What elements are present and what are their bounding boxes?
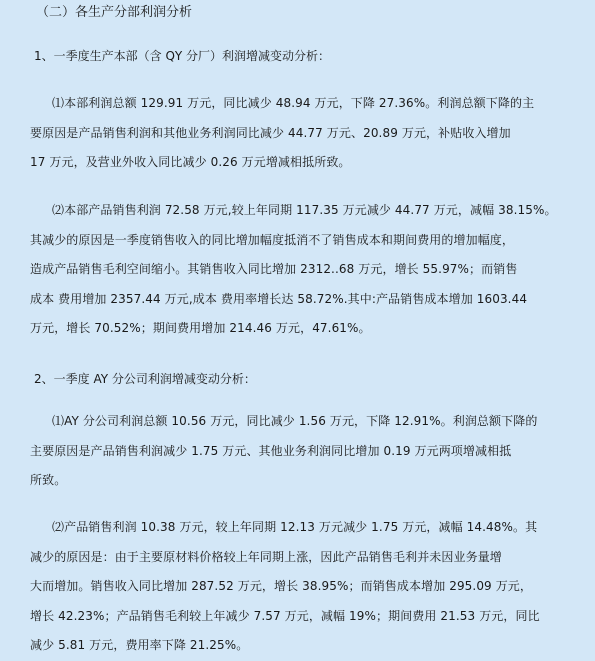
text-line: ⑵产品销售利润 10.38 万元，较上年同期 12.13 万元减少 1.75 万元，减幅 14.48%。其 [52, 520, 538, 534]
section1-title: 1、一季度生产本部（含 QY 分厂）利润增减变动分析： [34, 49, 331, 63]
text-line: 17 万元，及营业外收入同比减少 0.26 万元增减相抵所致。 [30, 155, 351, 169]
text-line: 主要原因是产品销售利润减少 1.75 万元、其他业务利润同比增加 0.19 万元两项增减相抵 [30, 443, 512, 458]
text-line: ⑴本部利润总额 129.91 万元，同比减少 48.94 万元，下降 27.36%。利润总额下降的主 [52, 96, 535, 110]
text-line: ⑴AY 分公司利润总额 10.56 万元，同比减少 1.56 万元，下降 12.91%。利润总额下降的 [52, 414, 538, 428]
text-line: ⑵本部产品销售利润 72.58 万元,较上年同期 117.35 万元减少 44.77 万元，减幅 38.15%。 [52, 203, 557, 217]
text-line: 减少 5.81 万元，费用率下降 21.25%。 [30, 638, 249, 652]
text-line: 其减少的原因是一季度销售收入的同比增加幅度抵消不了销售成本和期间费用的增加幅度， [30, 232, 515, 247]
section2-title: 2、一季度 AY 分公司利润增减变动分析： [34, 372, 256, 386]
section2-paragraph-2 [30, 513, 586, 661]
text-line: 万元，增长 70.52%；期间费用增加 214.46 万元，47.61%。 [30, 321, 371, 335]
text-line: 减少的原因是：由于主要原材料价格较上年同期上涨，因此产品销售毛利并未因业务量增 [30, 549, 502, 564]
text-line: 造成产品销售毛利空间缩小。其销售收入同比增加 2312..68 万元，增长 55.97%；而销售 [30, 262, 518, 276]
text-line: 增长 42.23%；产品销售毛利较上年减少 7.57 万元，减幅 19%；期间费用 21.53 万元，同比 [30, 608, 540, 623]
section1-paragraph-2 [30, 196, 586, 344]
text-line: 要原因是产品销售利润和其他业务利润同比减少 44.77 万元、20.89 万元，补贴收入增加 [30, 125, 511, 140]
section2-paragraph-1 [30, 407, 586, 496]
section-heading: （二）各生产分部利润分析 [36, 5, 193, 20]
text-line: 成本 费用增加 2357.44 万元,成本 费用率增长达 58.72%.其中:产品销售成本增加 1603.44 [30, 291, 528, 306]
section1-paragraph-1 [30, 89, 586, 178]
text-line: 所致。 [30, 473, 67, 487]
text-line: 大而增加。销售收入同比增加 287.52 万元，增长 38.95%；而销售成本增加 295.09 万元， [30, 579, 533, 593]
